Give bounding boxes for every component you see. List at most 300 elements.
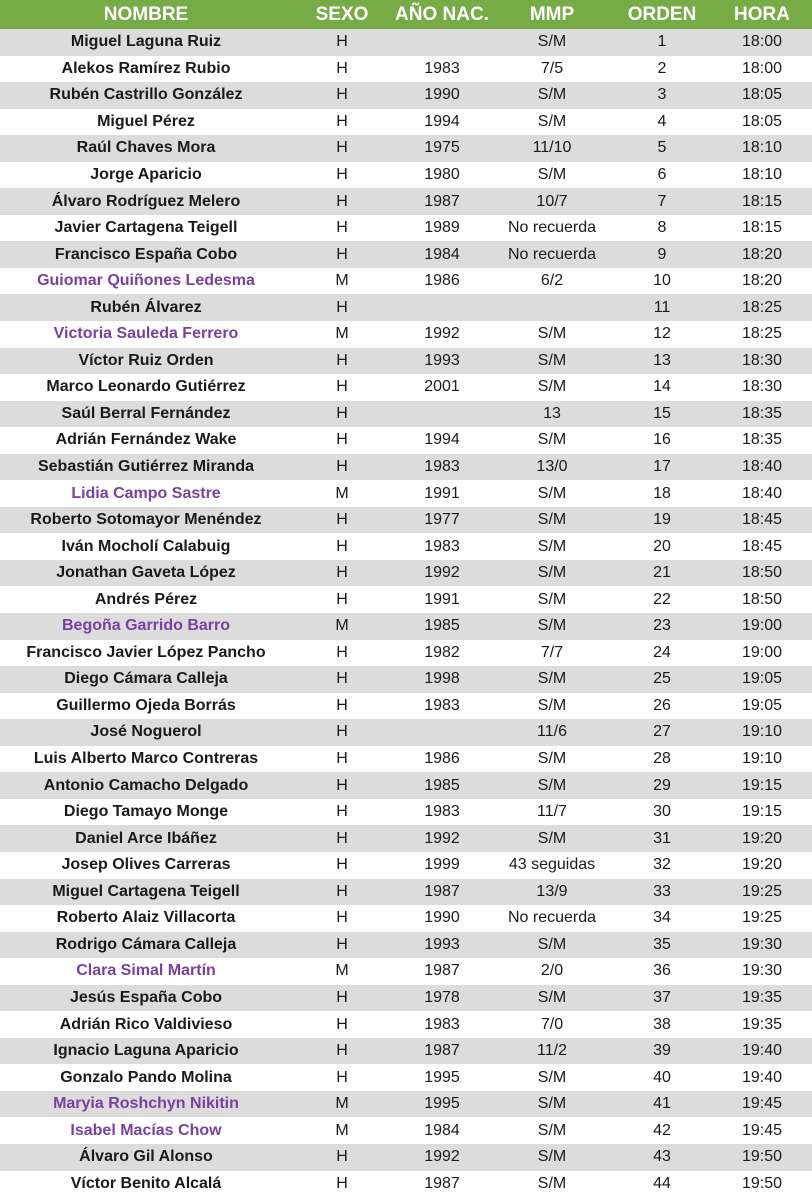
table-row [0,746,812,773]
cell-mmp: No recuerda [492,215,612,242]
cell-ano-nac: 1984 [392,241,492,268]
cell-nombre: Antonio Camacho Delgado [0,772,292,799]
cell-mmp: 11/6 [492,719,612,746]
table-row [0,268,812,295]
cell-mmp: 13 [492,401,612,428]
cell-hora: 18:00 [712,56,812,83]
cell-hora: 18:25 [712,321,812,348]
cell-nombre: Ignacio Laguna Aparicio [0,1038,292,1065]
table-row [0,799,812,826]
header-sexo: SEXO [292,0,392,29]
cell-orden: 11 [612,294,712,321]
cell-sexo: H [292,1144,392,1171]
table-row [0,454,812,481]
cell-nombre: Miguel Cartagena Teigell [0,879,292,906]
cell-ano-nac: 1995 [392,1091,492,1118]
cell-hora: 19:10 [712,746,812,773]
cell-sexo: H [292,586,392,613]
cell-mmp: S/M [492,825,612,852]
cell-nombre: Iván Mocholí Calabuig [0,533,292,560]
cell-hora: 18:45 [712,507,812,534]
cell-ano-nac: 1983 [392,56,492,83]
cell-mmp: S/M [492,507,612,534]
cell-sexo: H [292,533,392,560]
cell-hora: 18:35 [712,401,812,428]
cell-sexo: M [292,613,392,640]
cell-mmp: S/M [492,109,612,136]
cell-ano-nac: 1986 [392,268,492,295]
cell-ano-nac: 1989 [392,215,492,242]
cell-orden: 42 [612,1117,712,1144]
cell-nombre: Maryia Roshchyn Nikitin [0,1091,292,1118]
cell-nombre: Marco Leonardo Gutiérrez [0,374,292,401]
table-row [0,135,812,162]
cell-sexo: H [292,401,392,428]
cell-sexo: H [292,507,392,534]
cell-sexo: H [292,1064,392,1091]
cell-ano-nac: 1999 [392,852,492,879]
cell-hora: 19:05 [712,666,812,693]
cell-nombre: Roberto Sotomayor Menéndez [0,507,292,534]
cell-sexo: H [292,799,392,826]
cell-orden: 6 [612,162,712,189]
cell-ano-nac [392,29,492,56]
table-row [0,985,812,1012]
cell-ano-nac: 1975 [392,135,492,162]
cell-hora: 19:00 [712,640,812,667]
cell-mmp: S/M [492,1171,612,1198]
cell-nombre: Víctor Benito Alcalá [0,1171,292,1198]
cell-nombre: Diego Cámara Calleja [0,666,292,693]
cell-mmp: No recuerda [492,905,612,932]
cell-hora: 18:15 [712,188,812,215]
cell-hora: 19:25 [712,879,812,906]
cell-sexo: H [292,29,392,56]
cell-nombre: Sebastián Gutiérrez Miranda [0,454,292,481]
cell-ano-nac [392,294,492,321]
cell-sexo: H [292,82,392,109]
cell-orden: 18 [612,480,712,507]
cell-nombre: Álvaro Rodríguez Melero [0,188,292,215]
cell-orden: 31 [612,825,712,852]
cell-sexo: H [292,162,392,189]
cell-mmp: S/M [492,533,612,560]
cell-nombre: Victoria Sauleda Ferrero [0,321,292,348]
cell-orden: 9 [612,241,712,268]
cell-ano-nac: 1993 [392,932,492,959]
cell-ano-nac: 2001 [392,374,492,401]
table-row [0,825,812,852]
cell-orden: 35 [612,932,712,959]
cell-sexo: H [292,852,392,879]
cell-sexo: M [292,480,392,507]
cell-mmp: S/M [492,560,612,587]
cell-sexo: H [292,879,392,906]
cell-orden: 33 [612,879,712,906]
cell-mmp: S/M [492,162,612,189]
cell-hora: 18:20 [712,241,812,268]
cell-hora: 19:20 [712,852,812,879]
cell-sexo: H [292,215,392,242]
cell-ano-nac: 1987 [392,1171,492,1198]
cell-hora: 18:45 [712,533,812,560]
table-row [0,958,812,985]
cell-sexo: H [292,135,392,162]
cell-nombre: Raúl Chaves Mora [0,135,292,162]
cell-nombre: Rubén Castrillo González [0,82,292,109]
cell-mmp: 6/2 [492,268,612,295]
table-row [0,1011,812,1038]
cell-mmp: S/M [492,321,612,348]
cell-ano-nac: 1987 [392,188,492,215]
cell-ano-nac: 1991 [392,480,492,507]
cell-mmp: S/M [492,1117,612,1144]
cell-hora: 18:20 [712,268,812,295]
cell-mmp: 11/7 [492,799,612,826]
cell-hora: 18:40 [712,480,812,507]
cell-sexo: M [292,268,392,295]
cell-orden: 7 [612,188,712,215]
cell-nombre: Guiomar Quiñones Ledesma [0,268,292,295]
cell-orden: 43 [612,1144,712,1171]
cell-sexo: H [292,719,392,746]
table-header [0,0,812,29]
cell-mmp: 10/7 [492,188,612,215]
cell-ano-nac: 1983 [392,1011,492,1038]
cell-hora: 19:35 [712,1011,812,1038]
cell-ano-nac: 1980 [392,162,492,189]
cell-ano-nac: 1987 [392,879,492,906]
cell-sexo: H [292,109,392,136]
cell-hora: 19:15 [712,772,812,799]
cell-orden: 12 [612,321,712,348]
cell-nombre: Jorge Aparicio [0,162,292,189]
cell-ano-nac: 1983 [392,693,492,720]
cell-hora: 18:30 [712,374,812,401]
cell-hora: 19:25 [712,905,812,932]
cell-mmp: S/M [492,1091,612,1118]
table-row [0,719,812,746]
cell-mmp: 7/7 [492,640,612,667]
cell-nombre: Jesús España Cobo [0,985,292,1012]
table-row [0,1144,812,1171]
cell-ano-nac: 1992 [392,825,492,852]
cell-ano-nac: 1983 [392,533,492,560]
cell-ano-nac: 1984 [392,1117,492,1144]
cell-ano-nac: 1992 [392,321,492,348]
table-row [0,480,812,507]
cell-hora: 19:30 [712,958,812,985]
cell-orden: 3 [612,82,712,109]
cell-mmp: S/M [492,348,612,375]
cell-ano-nac: 1990 [392,905,492,932]
cell-nombre: Isabel Macías Chow [0,1117,292,1144]
cell-orden: 14 [612,374,712,401]
cell-nombre: Guillermo Ojeda Borrás [0,693,292,720]
cell-mmp: S/M [492,985,612,1012]
cell-hora: 18:05 [712,109,812,136]
table-row [0,215,812,242]
cell-orden: 34 [612,905,712,932]
cell-sexo: H [292,294,392,321]
cell-nombre: Clara Simal Martín [0,958,292,985]
cell-hora: 18:15 [712,215,812,242]
cell-orden: 29 [612,772,712,799]
table-row [0,1064,812,1091]
cell-ano-nac: 1994 [392,427,492,454]
table-row [0,1117,812,1144]
cell-orden: 1 [612,29,712,56]
cell-orden: 41 [612,1091,712,1118]
table-row [0,162,812,189]
cell-sexo: H [292,560,392,587]
table-row [0,82,812,109]
cell-nombre: Gonzalo Pando Molina [0,1064,292,1091]
cell-ano-nac: 1982 [392,640,492,667]
cell-orden: 21 [612,560,712,587]
cell-orden: 24 [612,640,712,667]
cell-orden: 44 [612,1171,712,1198]
cell-ano-nac: 1983 [392,799,492,826]
cell-mmp: S/M [492,1064,612,1091]
cell-sexo: M [292,1117,392,1144]
cell-mmp: S/M [492,427,612,454]
cell-orden: 37 [612,985,712,1012]
cell-orden: 38 [612,1011,712,1038]
cell-ano-nac: 1985 [392,772,492,799]
table-row [0,852,812,879]
cell-nombre: Roberto Alaiz Villacorta [0,905,292,932]
cell-mmp: S/M [492,480,612,507]
cell-mmp: S/M [492,772,612,799]
cell-nombre: Javier Cartagena Teigell [0,215,292,242]
cell-sexo: H [292,825,392,852]
cell-nombre: Saúl Berral Fernández [0,401,292,428]
header-nombre: NOMBRE [0,0,292,29]
cell-mmp: S/M [492,932,612,959]
table-row [0,640,812,667]
cell-mmp: 11/2 [492,1038,612,1065]
table-row [0,241,812,268]
cell-nombre: Begoña Garrido Barro [0,613,292,640]
cell-hora: 18:50 [712,560,812,587]
cell-orden: 26 [612,693,712,720]
cell-orden: 25 [612,666,712,693]
cell-mmp: S/M [492,1144,612,1171]
header-orden: ORDEN [612,0,712,29]
cell-ano-nac: 1994 [392,109,492,136]
cell-sexo: M [292,1091,392,1118]
cell-mmp: 7/0 [492,1011,612,1038]
cell-mmp: 7/5 [492,56,612,83]
cell-mmp: 2/0 [492,958,612,985]
cell-nombre: Diego Tamayo Monge [0,799,292,826]
cell-sexo: H [292,932,392,959]
cell-orden: 5 [612,135,712,162]
table-row [0,348,812,375]
cell-orden: 20 [612,533,712,560]
header-row [0,0,812,29]
cell-hora: 19:05 [712,693,812,720]
cell-orden: 27 [612,719,712,746]
cell-sexo: H [292,985,392,1012]
cell-hora: 18:35 [712,427,812,454]
cell-nombre: Rodrigo Cámara Calleja [0,932,292,959]
cell-ano-nac: 1983 [392,454,492,481]
cell-ano-nac: 1986 [392,746,492,773]
table-row [0,932,812,959]
cell-nombre: Andrés Pérez [0,586,292,613]
cell-mmp: S/M [492,29,612,56]
cell-hora: 19:35 [712,985,812,1012]
cell-ano-nac: 1998 [392,666,492,693]
cell-orden: 23 [612,613,712,640]
table-row [0,109,812,136]
cell-ano-nac [392,401,492,428]
cell-nombre: Víctor Ruiz Orden [0,348,292,375]
table-row [0,29,812,56]
cell-orden: 22 [612,586,712,613]
cell-hora: 19:40 [712,1038,812,1065]
cell-ano-nac: 1985 [392,613,492,640]
table-row [0,1171,812,1198]
cell-hora: 19:10 [712,719,812,746]
cell-mmp: 13/9 [492,879,612,906]
cell-ano-nac: 1977 [392,507,492,534]
table-row [0,401,812,428]
cell-sexo: H [292,348,392,375]
cell-sexo: H [292,374,392,401]
header-mmp: MMP [492,0,612,29]
cell-hora: 18:40 [712,454,812,481]
cell-hora: 19:30 [712,932,812,959]
cell-mmp: S/M [492,613,612,640]
cell-orden: 19 [612,507,712,534]
cell-sexo: H [292,454,392,481]
cell-orden: 2 [612,56,712,83]
cell-orden: 8 [612,215,712,242]
cell-orden: 30 [612,799,712,826]
cell-sexo: H [292,693,392,720]
cell-hora: 19:20 [712,825,812,852]
cell-sexo: M [292,321,392,348]
cell-orden: 10 [612,268,712,295]
table-row [0,507,812,534]
table-row [0,321,812,348]
cell-ano-nac: 1990 [392,82,492,109]
cell-nombre: Francisco Javier López Pancho [0,640,292,667]
cell-hora: 18:10 [712,162,812,189]
table-row [0,586,812,613]
cell-sexo: H [292,905,392,932]
cell-ano-nac [392,719,492,746]
cell-orden: 17 [612,454,712,481]
cell-sexo: H [292,772,392,799]
cell-sexo: H [292,188,392,215]
cell-ano-nac: 1995 [392,1064,492,1091]
cell-sexo: H [292,427,392,454]
table-row [0,533,812,560]
cell-hora: 18:00 [712,29,812,56]
cell-hora: 18:25 [712,294,812,321]
cell-hora: 19:00 [712,613,812,640]
cell-mmp: S/M [492,746,612,773]
cell-nombre: José Noguerol [0,719,292,746]
cell-hora: 19:50 [712,1144,812,1171]
cell-sexo: H [292,1038,392,1065]
cell-ano-nac: 1992 [392,560,492,587]
cell-mmp [492,294,612,321]
cell-ano-nac: 1987 [392,958,492,985]
table-row [0,374,812,401]
cell-nombre: Alekos Ramírez Rubio [0,56,292,83]
cell-orden: 13 [612,348,712,375]
cell-nombre: Jonathan Gaveta López [0,560,292,587]
cell-sexo: H [292,1171,392,1198]
table-row [0,1038,812,1065]
table-row [0,879,812,906]
cell-hora: 18:50 [712,586,812,613]
table-row [0,1091,812,1118]
cell-nombre: Álvaro Gil Alonso [0,1144,292,1171]
cell-nombre: Adrián Fernández Wake [0,427,292,454]
cell-nombre: Miguel Pérez [0,109,292,136]
cell-mmp: S/M [492,666,612,693]
cell-nombre: Luis Alberto Marco Contreras [0,746,292,773]
table-row [0,427,812,454]
cell-hora: 19:15 [712,799,812,826]
cell-hora: 18:10 [712,135,812,162]
cell-nombre: Francisco España Cobo [0,241,292,268]
cell-hora: 18:30 [712,348,812,375]
table-row [0,613,812,640]
cell-nombre: Daniel Arce Ibáñez [0,825,292,852]
table-row [0,905,812,932]
cell-orden: 15 [612,401,712,428]
table-body [0,29,812,1197]
cell-nombre: Adrián Rico Valdivieso [0,1011,292,1038]
cell-mmp: No recuerda [492,241,612,268]
cell-mmp: S/M [492,82,612,109]
table-row [0,693,812,720]
cell-nombre: Miguel Laguna Ruiz [0,29,292,56]
cell-mmp: S/M [492,586,612,613]
cell-mmp: 43 seguidas [492,852,612,879]
table-row [0,560,812,587]
cell-sexo: H [292,666,392,693]
cell-sexo: M [292,958,392,985]
cell-nombre: Lidia Campo Sastre [0,480,292,507]
table-row [0,56,812,83]
cell-nombre: Josep Olives Carreras [0,852,292,879]
table-row [0,772,812,799]
cell-orden: 32 [612,852,712,879]
table-row [0,294,812,321]
cell-sexo: H [292,1011,392,1038]
cell-hora: 19:45 [712,1091,812,1118]
cell-orden: 4 [612,109,712,136]
cell-hora: 19:45 [712,1117,812,1144]
cell-sexo: H [292,746,392,773]
cell-mmp: S/M [492,374,612,401]
cell-sexo: H [292,56,392,83]
cell-sexo: H [292,640,392,667]
cell-hora: 18:05 [712,82,812,109]
cell-sexo: H [292,241,392,268]
cell-ano-nac: 1993 [392,348,492,375]
cell-mmp: S/M [492,693,612,720]
cell-ano-nac: 1987 [392,1038,492,1065]
